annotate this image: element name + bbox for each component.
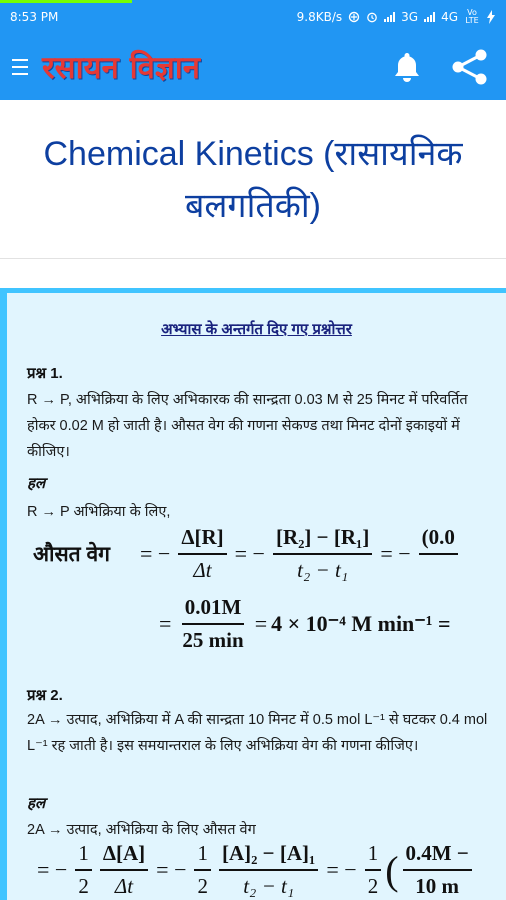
signal-icon xyxy=(384,12,395,22)
fraction-numerator: (0.0 xyxy=(419,525,458,555)
fraction-delta-r xyxy=(178,525,226,583)
equation-label: औसत वेग xyxy=(33,543,110,566)
section-heading: अभ्यास के अन्तर्गत दिए गए प्रश्नोत्तर xyxy=(161,321,352,338)
equals-sign: = − xyxy=(139,541,171,566)
data-saver-icon xyxy=(348,11,360,23)
net-speed: 9.8KB/s xyxy=(296,10,343,24)
fraction-half xyxy=(194,841,211,899)
fraction-half xyxy=(365,841,382,899)
fraction-denominator: t₂ − t₁ xyxy=(297,558,349,582)
fraction-numerator: Δ[A] xyxy=(100,841,148,871)
fraction-001m xyxy=(179,595,246,653)
equals-sign: = − xyxy=(156,857,187,882)
signal-icon-2 xyxy=(424,12,435,22)
status-icons xyxy=(297,9,496,25)
battery-charging-icon xyxy=(486,10,496,24)
fraction-denominator: 25 min xyxy=(182,628,244,652)
question-1-text: R → P, अभिक्रिया के लिए अभिकारक की सान्द्रता 0.03 M से 25 मिनट में परिवर्तित होकर 0.02 M हो जाती है। औसत वेग की गणना सेकण्ड तथा मिनट दोनों इकाइयों में कीजिए। xyxy=(27,392,468,460)
fraction-denominator: 2 xyxy=(78,874,89,898)
fraction-numerator: 0.01M xyxy=(182,595,245,625)
page-title: Chemical Kinetics (रासायनिक बलगतिकी) xyxy=(43,135,463,225)
share-icon[interactable] xyxy=(450,49,490,85)
menu-icon[interactable] xyxy=(10,54,36,80)
fraction-denominator: t₂ − t₁ xyxy=(243,874,295,898)
question-2-text: 2A → उत्पाद, अभिक्रिया में A की सान्द्रता 10 मिनट में 0.5 mol L⁻¹ से घटकर 0.4 mol L⁻¹ रह जाती है। इस समयान्तराल के लिए अभिक्रिया वेग की गणना कीजिए। xyxy=(27,712,488,754)
fraction-numerator: 1 xyxy=(365,841,382,871)
fraction-denominator xyxy=(433,555,444,583)
fraction-a2-a1 xyxy=(219,841,318,899)
title-divider xyxy=(0,258,506,259)
equation-1-line-2 xyxy=(155,595,451,653)
fraction-clipped xyxy=(419,525,458,583)
app-bar xyxy=(0,34,506,100)
fraction-numerator: Δ[R] xyxy=(178,525,226,555)
solution-1-intro: R → P अभिक्रिया के लिए, xyxy=(27,504,171,520)
fraction-half xyxy=(75,841,92,899)
question-2-title: प्रश्न 2. xyxy=(27,687,63,704)
page-load-progress xyxy=(0,0,132,3)
equation-1-line-1 xyxy=(33,525,462,583)
network-4g: 4G xyxy=(441,10,458,24)
equals-sign: = − xyxy=(37,857,68,882)
equals-sign: = − xyxy=(380,541,411,566)
fraction-denominator: 2 xyxy=(197,874,208,898)
volte-badge: Vo LTE xyxy=(465,8,479,25)
fraction-clipped xyxy=(403,841,472,899)
fraction-numerator: 1 xyxy=(75,841,92,871)
equals-sign: = − xyxy=(326,857,357,882)
status-time: 8:53 PM xyxy=(10,10,59,24)
fraction-denominator: 2 xyxy=(367,874,379,898)
fraction-denominator: 10 m xyxy=(415,874,460,898)
fraction-numerator: 1 xyxy=(194,841,211,871)
solution-2-label: हल xyxy=(27,795,46,812)
content-card xyxy=(0,288,506,900)
fraction-denominator: Δt xyxy=(114,874,134,898)
alarm-icon xyxy=(366,11,378,23)
fraction-numerator: [R₂] − [R₁] xyxy=(273,525,372,555)
status-bar xyxy=(0,0,506,34)
rate-result: 4 × 10⁻⁴ M min⁻¹ = xyxy=(271,611,451,636)
equals-sign: = xyxy=(159,611,172,636)
equation-2-line-1 xyxy=(33,841,476,899)
open-paren: ( xyxy=(385,847,399,893)
equals-sign: = − xyxy=(234,541,265,566)
bell-icon[interactable] xyxy=(392,51,422,83)
solution-1-label: हल xyxy=(27,475,46,492)
fraction-delta-a xyxy=(100,841,148,899)
fraction-numerator: [A]₂ − [A]₁ xyxy=(219,841,318,871)
fraction-denominator: Δt xyxy=(193,558,212,582)
equals-sign: = xyxy=(254,611,268,636)
network-3g: 3G xyxy=(401,10,419,24)
solution-2-intro: 2A → उत्पाद, अभिक्रिया के लिए औसत वेग xyxy=(27,822,256,838)
fraction-numerator: 0.4M − xyxy=(403,841,472,871)
question-1-title: प्रश्न 1. xyxy=(27,365,63,382)
app-title: रसायन विज्ञान xyxy=(42,50,201,86)
fraction-r2-r1 xyxy=(273,525,372,583)
